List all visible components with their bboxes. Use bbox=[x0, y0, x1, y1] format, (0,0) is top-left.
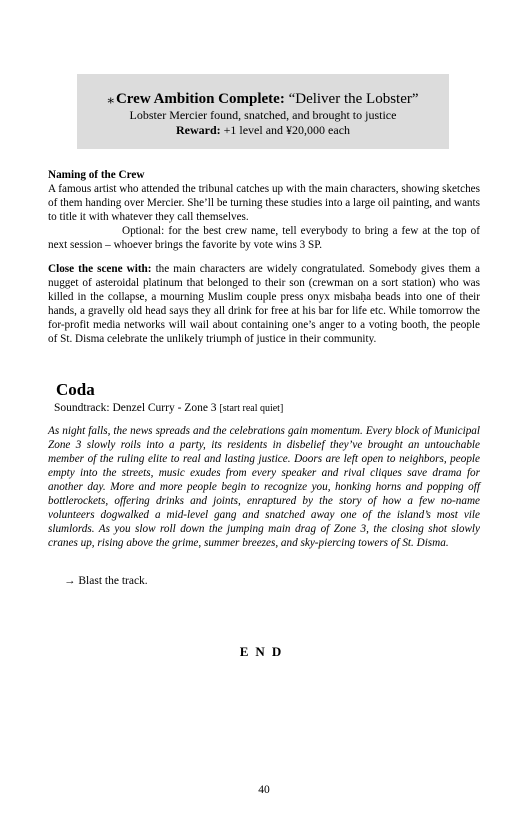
naming-body: A famous artist who attended the tribunal catches up with the main characters, showing sketches of them handing over Mercier. She’ll be turning these studies into a large oil painting, and wants to title it with whatever they call themselves. bbox=[48, 183, 480, 223]
ambition-reward-line bbox=[77, 123, 449, 138]
blast-track-instruction: → Blast the track. bbox=[64, 575, 148, 587]
naming-section bbox=[48, 168, 480, 252]
ambition-title: “Deliver the Lobster” bbox=[284, 91, 419, 107]
coda-heading: Coda bbox=[56, 380, 95, 399]
close-scene-section bbox=[48, 262, 480, 346]
soundtrack-note: [start real quiet] bbox=[219, 403, 284, 414]
soundtrack-text: Soundtrack: Denzel Curry - Zone 3 bbox=[54, 402, 220, 414]
naming-heading: Naming of the Crew bbox=[48, 169, 145, 181]
end-marker: END bbox=[239, 644, 289, 659]
close-scene-paragraph bbox=[48, 262, 480, 346]
crew-ambition-box bbox=[77, 74, 449, 149]
close-scene-label: Close the scene with: bbox=[48, 263, 152, 275]
coda-narration bbox=[48, 424, 480, 550]
ambition-label: Crew Ambition Complete: bbox=[115, 91, 285, 107]
asterisk-icon: ⁎ bbox=[107, 91, 114, 106]
coda-soundtrack bbox=[54, 401, 283, 416]
reward-label: Reward: bbox=[175, 123, 221, 137]
ambition-title-line bbox=[77, 90, 449, 108]
coda-body: As night falls, the news spreads and the celebrations gain momentum. Every block of Municipal Zone 3 slowly roils into a party, its residents in disbelief they’ve brought an untouchable member of the ruling elite to real and lasting justice. Doors are left open to neighbors, people empty into the streets, music exudes from every speaker and rival cliques save drama for another day. More and more people begin to recognize you, honking horns and popping off bottlerockets, offering drinks and joints, enraptured by the story of how a few no-name volunteers dogwalked a mid-level gang and snatched away one of the island’s most vile slumlords. As you slow roll down the jumping main drag of Zone 3, the closing shot slowly cranes up, rising above the grime, summer breezes, and sky-piercing towers of St. Disma. bbox=[48, 425, 480, 549]
naming-optional: Optional: for the best crew name, tell everybody to bring a few at the top of next session – whoever brings the favorite by vote wins 3 SP. bbox=[48, 225, 480, 251]
ambition-description: Lobster Mercier found, snatched, and brought to justice bbox=[129, 108, 397, 122]
close-scene-body: the main characters are widely congratulated. Somebody gives them a nugget of asteroidal platinum that belonged to their son (crewman on a sort station) who was killed in the collapse, a mourning Muslim couple press onyx misbaḥa beads into one of their hands, a gravelly old head says they all drink for free at his bar for life etc. While tomorrow the for-profit media networks will wail about containing one’s anger to a voting booth, the people of St. Disma celebrate the unlikely triumph of justice in their community. bbox=[48, 263, 480, 345]
reward-value: +1 level and ¥20,000 each bbox=[220, 123, 351, 137]
page-number: 40 bbox=[258, 784, 270, 796]
